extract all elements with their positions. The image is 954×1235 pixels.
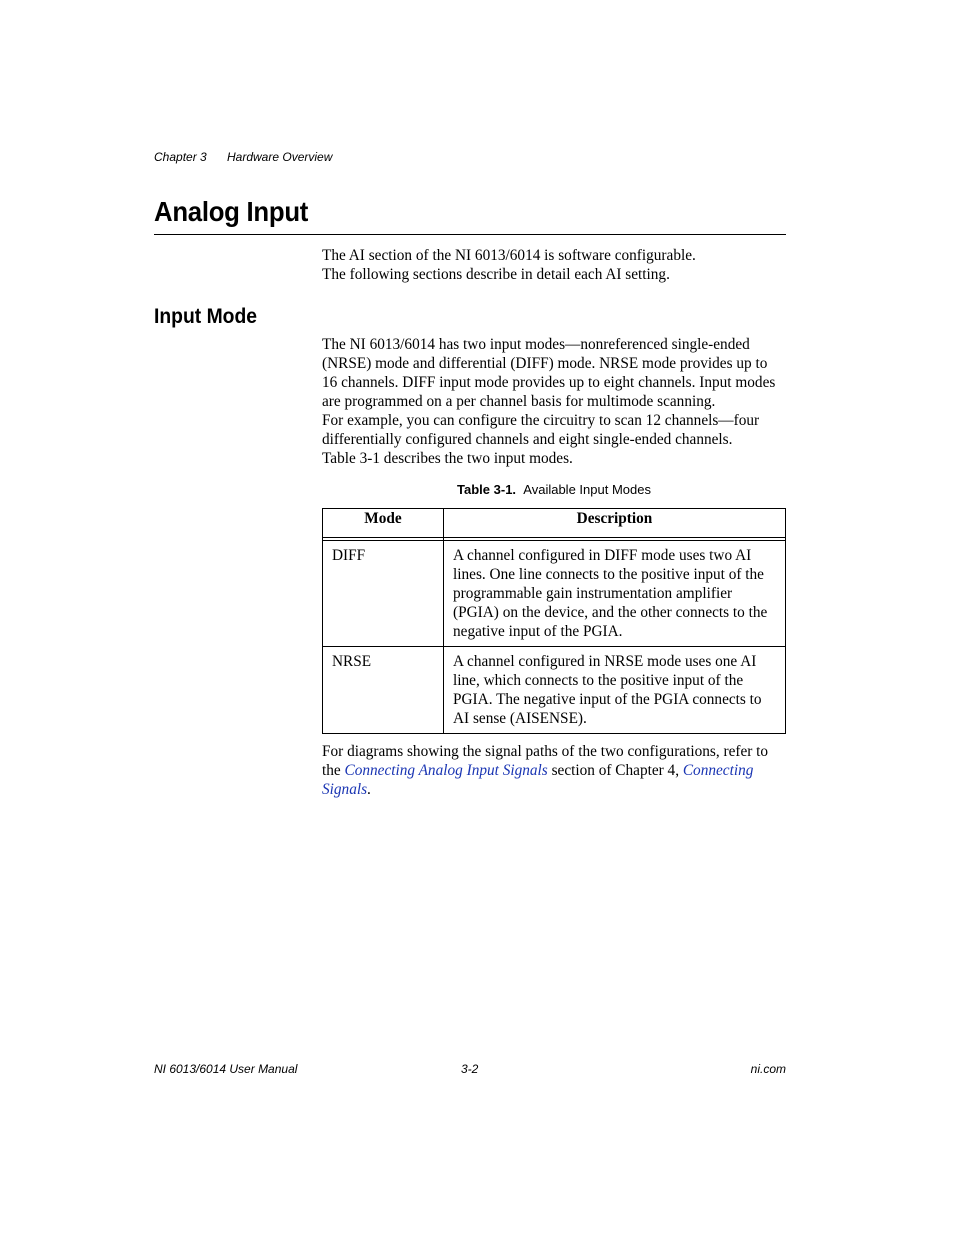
table-row xyxy=(323,647,786,734)
link-connecting-signals[interactable]: Connecting Signals xyxy=(322,762,754,798)
footer-page-number: 3-2 xyxy=(461,1062,479,1076)
column-header-mode: Mode xyxy=(323,509,444,538)
table-caption-text: Available Input Modes xyxy=(523,482,651,497)
table-header-row xyxy=(323,509,786,538)
input-modes-table xyxy=(322,508,786,734)
paragraph-line: Table 3-1 describes the two input modes. xyxy=(322,450,573,467)
paragraph-line: (NRSE) mode and differential (DIFF) mode. NRSE mode provides up to xyxy=(322,355,768,372)
reference-text-after: . xyxy=(367,781,371,798)
link-connecting-analog-input-signals[interactable]: Connecting Analog Input Signals xyxy=(344,762,548,779)
cell-mode: NRSE xyxy=(323,647,444,734)
reference-text-middle: section of Chapter 4, xyxy=(547,762,683,779)
paragraph-line: differentially configured channels and eight single-ended channels. xyxy=(322,431,733,448)
table-row xyxy=(323,541,786,647)
intro-line: The following sections describe in detail each AI setting. xyxy=(322,266,670,283)
column-header-description: Description xyxy=(444,509,786,538)
paragraph-line: 16 channels. DIFF input mode provides up to eight channels. Input modes xyxy=(322,374,776,391)
running-header xyxy=(154,150,332,164)
paragraph-line: are programmed on a per channel basis for multimode scanning. xyxy=(322,393,716,410)
header-chapter: Chapter 3 xyxy=(154,150,207,164)
intro-line: The AI section of the NI 6013/6014 is software configurable. xyxy=(322,247,696,264)
section-heading-input-mode: Input Mode xyxy=(154,305,258,328)
header-section: Hardware Overview xyxy=(227,150,333,164)
cell-description: A channel configured in DIFF mode uses two AI lines. One line connects to the positive input of the programmable gain instrumentation amplifier (PGIA) on the device, and the other connects to the negative input of the PGIA. xyxy=(444,541,786,647)
footer-website: ni.com xyxy=(750,1062,786,1076)
cell-description: A channel configured in NRSE mode uses one AI line, which connects to the positive input of the PGIA. The negative input of the PGIA connects to AI sense (AISENSE). xyxy=(444,647,786,734)
cell-mode: DIFF xyxy=(323,541,444,647)
reference-text-before: For diagrams showing the signal paths of the two configurations, refer to the xyxy=(322,743,769,779)
page-title: Analog Input xyxy=(154,196,309,227)
input-mode-paragraph xyxy=(322,335,786,468)
footer-manual-title: NI 6013/6014 User Manual xyxy=(154,1062,298,1076)
table-caption-label: Table 3-1. xyxy=(457,482,517,497)
paragraph-line: For example, you can configure the circuitry to scan 12 channels—four xyxy=(322,412,760,429)
table-caption xyxy=(322,482,786,497)
reference-paragraph xyxy=(322,742,786,799)
intro-paragraph xyxy=(322,246,786,284)
title-divider xyxy=(154,234,786,235)
paragraph-line: The NI 6013/6014 has two input modes—nonreferenced single-ended xyxy=(322,336,750,353)
